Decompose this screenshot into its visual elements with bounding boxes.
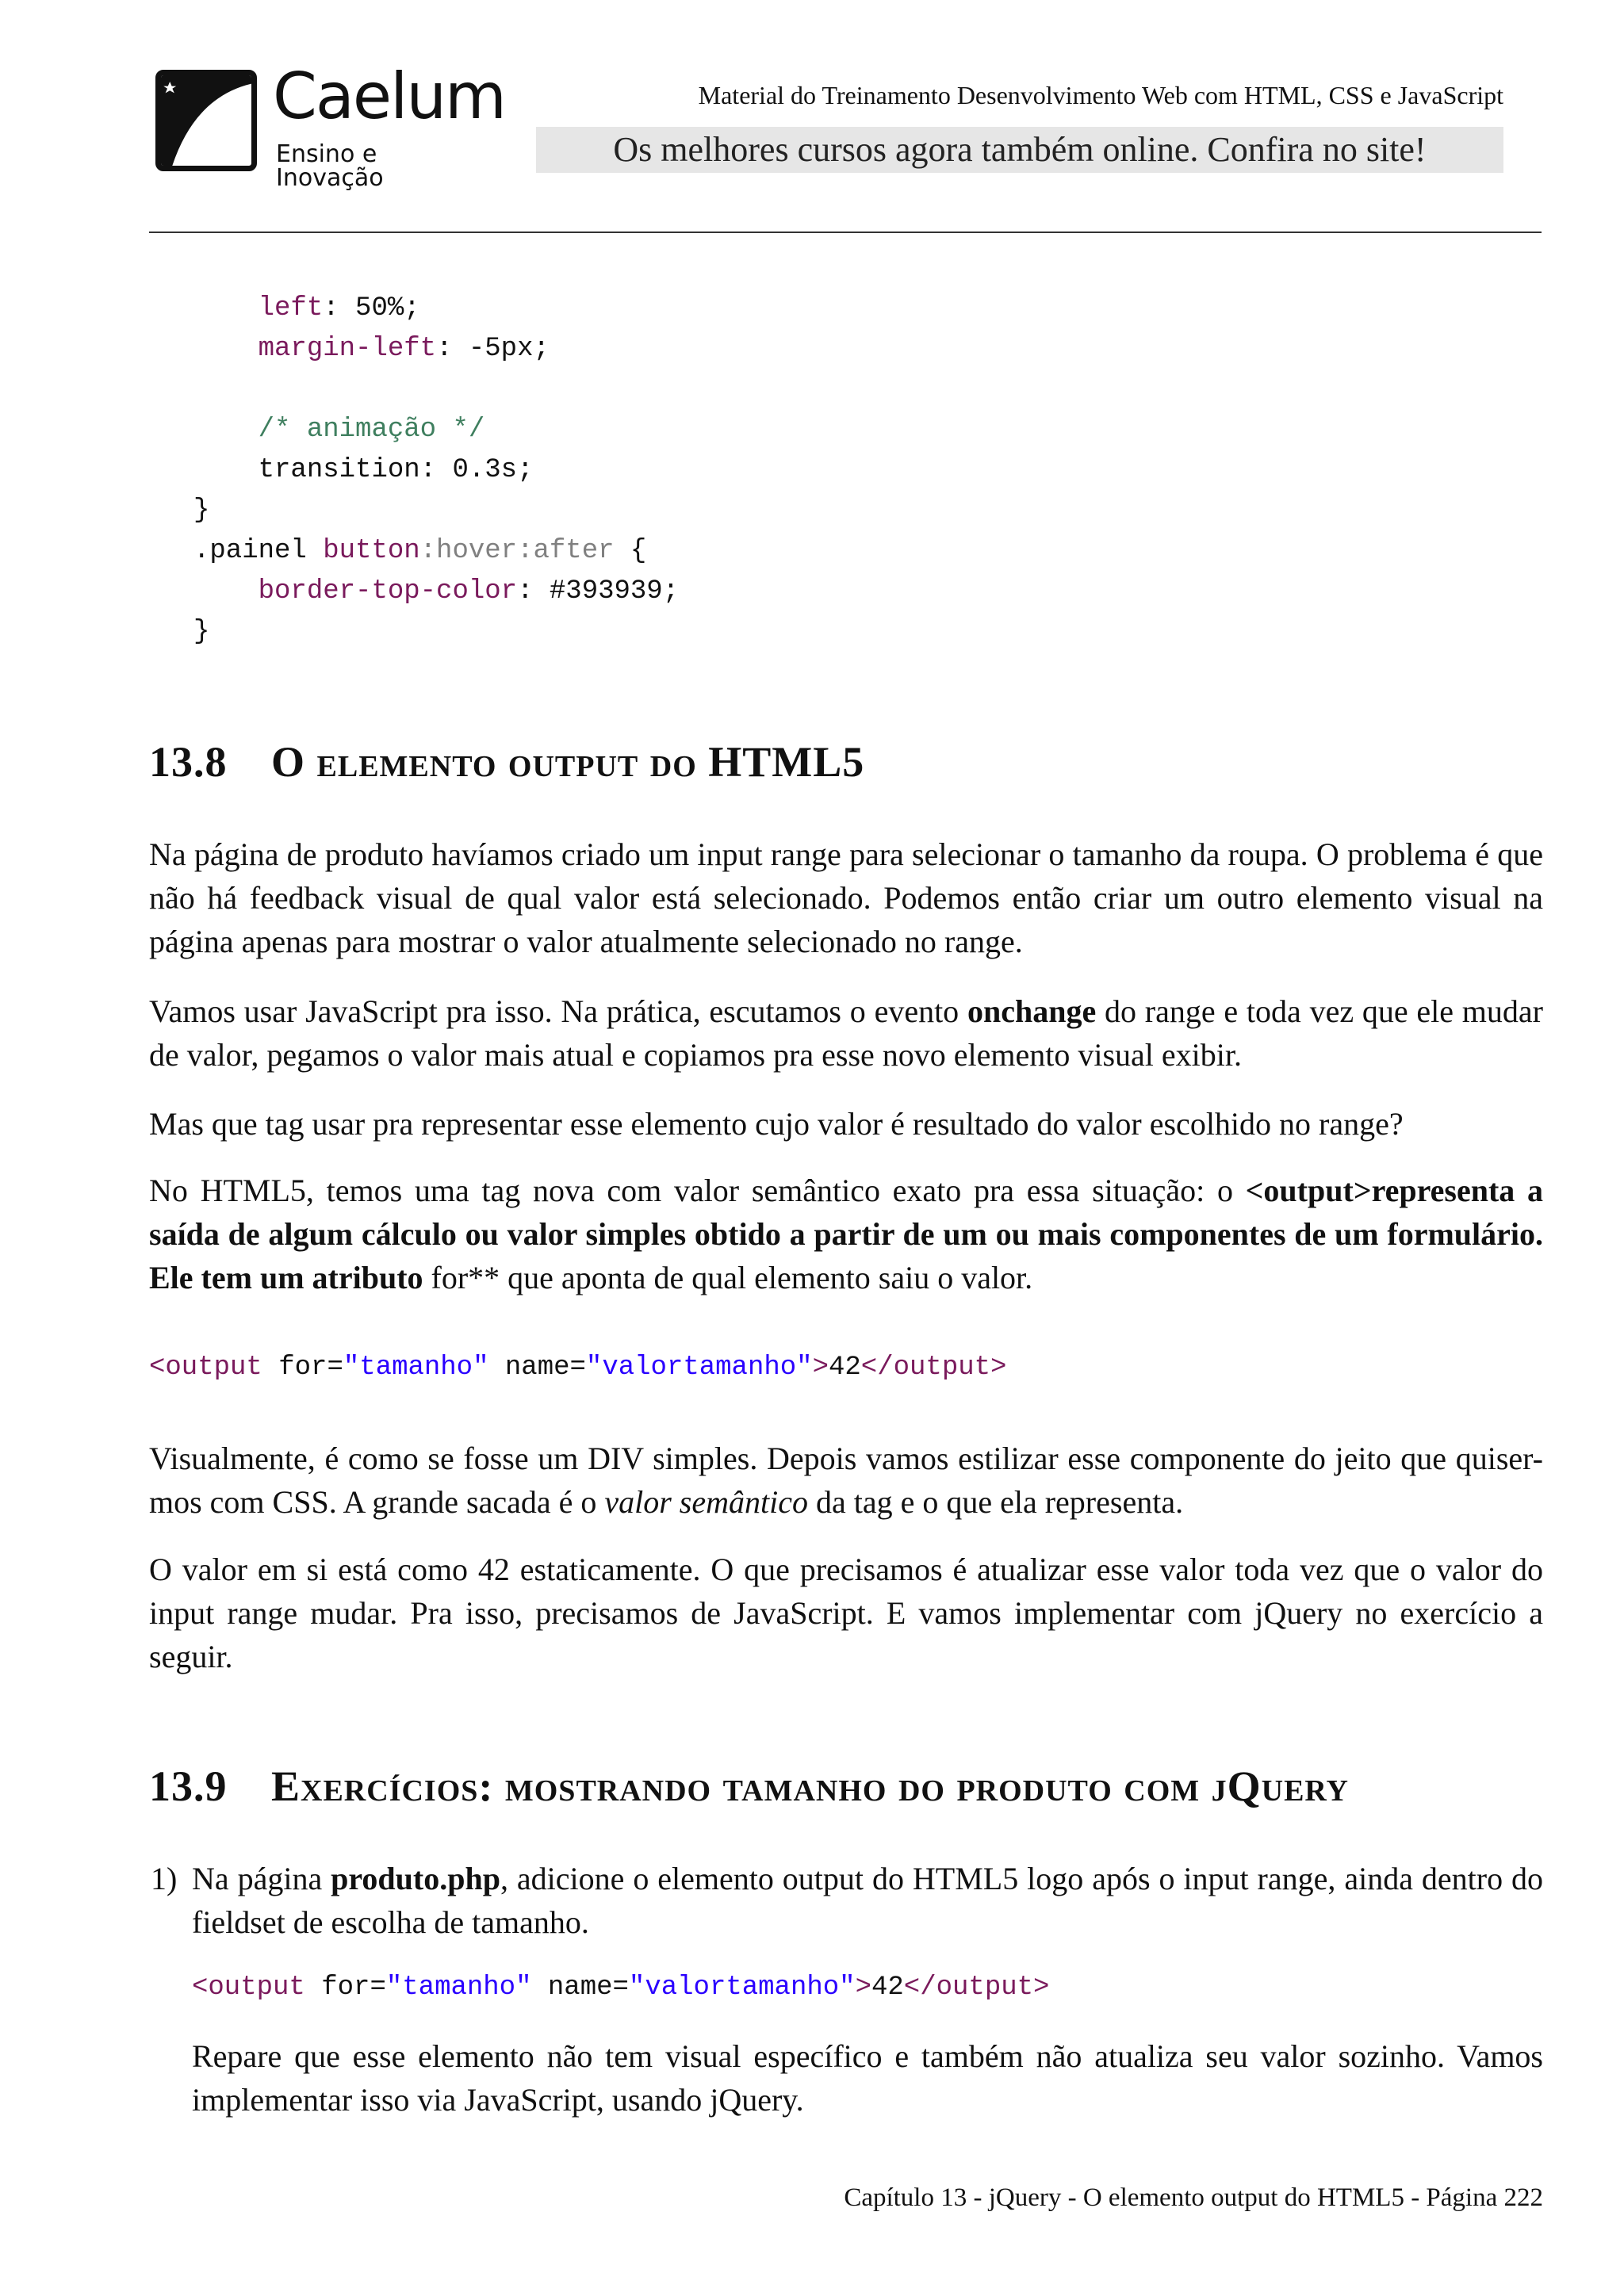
code-comment: /* animação */ (258, 415, 485, 445)
code-token: "tamanho" (385, 1973, 532, 2003)
logo-tagline: Ensino e Inovação (276, 140, 384, 192)
code-token: for= (262, 1353, 343, 1383)
code-token: :hover:after (419, 536, 615, 566)
code-token: > (855, 1973, 871, 2003)
code-token: left (258, 293, 324, 323)
paragraph (149, 1437, 1543, 1524)
page-footer: Capítulo 13 - jQuery - O elemento output do HTML5 - Página 222 (844, 2183, 1543, 2212)
code-token: : #393939; (517, 576, 680, 607)
text-run: , adicione o elemento output do HTML5 logo após o input range, ainda dentro do fieldset de escolha de tamanho. (192, 1861, 1543, 1940)
text-run-italic: valor semântico (604, 1484, 808, 1520)
text-run: Vamos usar JavaScript pra isso. Na prática, escutamos o evento (149, 993, 967, 1029)
text-run: Visualmente, é como se fosse um DIV simples. Depois vamos estilizar esse componente do jeito que quiser-mos com CSS. A grande sacada é o (149, 1441, 1543, 1520)
html-code-snippet (192, 1968, 1049, 2008)
code-token: 42 (828, 1353, 861, 1383)
code-token: for= (304, 1973, 386, 2003)
code-token: transition: 0.3s; (258, 455, 534, 485)
paragraph (149, 989, 1543, 1077)
code-line (193, 289, 679, 329)
list-item-number: 1) (151, 1861, 178, 1896)
code-token: } (193, 617, 210, 647)
section-title: O elemento output do HTML5 (271, 738, 865, 786)
code-token: name= (531, 1973, 629, 2003)
code-token: </output> (903, 1973, 1050, 2003)
section-heading-13-8 (149, 737, 864, 786)
paragraph: Na página de produto havíamos criado um input range para selecionar o tamanho da roupa. O problema é que não há feedback visual de qual valor está selecionado. Podemos então criar um outro elemento visual na página apenas para mostrar o valor atualmente selecionado no range. (149, 836, 1543, 959)
section-number: 13.8 (149, 738, 228, 786)
code-token: </output> (860, 1353, 1007, 1383)
code-token: "tamanho" (343, 1353, 489, 1383)
caelum-logo (155, 59, 505, 192)
code-token: } (193, 496, 210, 526)
code-token: 42 (871, 1973, 904, 2003)
code-line (193, 410, 679, 450)
code-token: "valortamanho" (628, 1973, 856, 2003)
text-run: da tag e o que ela representa. (807, 1484, 1184, 1520)
code-line (193, 612, 679, 652)
text-run: for** que aponta de qual elemento saiu o valor. (423, 1260, 1033, 1295)
code-token: button (323, 536, 420, 566)
code-line (193, 572, 679, 612)
text-run-bold: <output>representa a saída de algum cálculo ou valor simples obtido a partir de um ou mais componentes de um formulário. Ele tem um atributo (149, 1173, 1543, 1295)
promo-banner: Os melhores cursos agora também online. Confira no site! (536, 127, 1503, 173)
code-line (193, 329, 679, 369)
code-token: "valortamanho" (585, 1353, 813, 1383)
html-code-snippet (149, 1348, 1006, 1388)
code-line (193, 369, 679, 410)
code-token: name= (488, 1353, 586, 1383)
logo-mark (155, 70, 257, 171)
code-token: : 50%; (323, 293, 420, 323)
paragraph: Repare que esse elemento não tem visual específico e também não atualiza seu valor sozinho. Vamos implementar isso via JavaScript, usando jQuery. (192, 2038, 1543, 2118)
text-run: No HTML5, temos uma tag nova com valor semântico exato pra essa situação: o (149, 1173, 1246, 1208)
section-number: 13.9 (149, 1762, 228, 1810)
text-run-bold: produto.php (331, 1861, 500, 1896)
section-title: Exercícios: mostrando tamanho do produto com jQuery (271, 1762, 1349, 1810)
code-line (193, 491, 679, 531)
code-token: <output (149, 1353, 262, 1383)
list-item (192, 1857, 1543, 1944)
paragraph (149, 1169, 1543, 1299)
code-line (193, 450, 679, 491)
css-code-block (193, 289, 679, 652)
code-token: border-top-color (258, 576, 518, 607)
logo-mark-icon (161, 75, 257, 171)
code-token: .painel (193, 536, 324, 566)
code-token: : -5px; (436, 334, 550, 364)
code-token: { (614, 536, 647, 566)
code-token: <output (192, 1973, 305, 2003)
paragraph: O valor em si está como 42 estaticamente. O que precisamos é atualizar esse valor toda vez que o valor do input range mudar. Pra isso, precisamos de JavaScript. E vamos implementar com jQuery no exercício a seguir. (149, 1552, 1543, 1674)
paragraph: Mas que tag usar pra representar esse elemento cujo valor é resultado do valor escolhido no range? (149, 1106, 1404, 1142)
code-token: margin-left (258, 334, 437, 364)
text-run: do range e toda vez que ele mudar de valor, pegamos o valor mais atual e copiamos pra esse novo elemento visual exibir. (149, 993, 1543, 1073)
code-token: > (812, 1353, 829, 1383)
text-run-bold: onchange (967, 993, 1097, 1029)
logo-name: Caelum (273, 59, 505, 133)
text-run: Na página (192, 1861, 331, 1896)
training-title: Material do Treinamento Desenvolvimento Web com HTML, CSS e JavaScript (698, 81, 1503, 109)
section-heading-13-9 (149, 1762, 1349, 1811)
code-line (193, 531, 679, 572)
header-divider (149, 232, 1542, 233)
